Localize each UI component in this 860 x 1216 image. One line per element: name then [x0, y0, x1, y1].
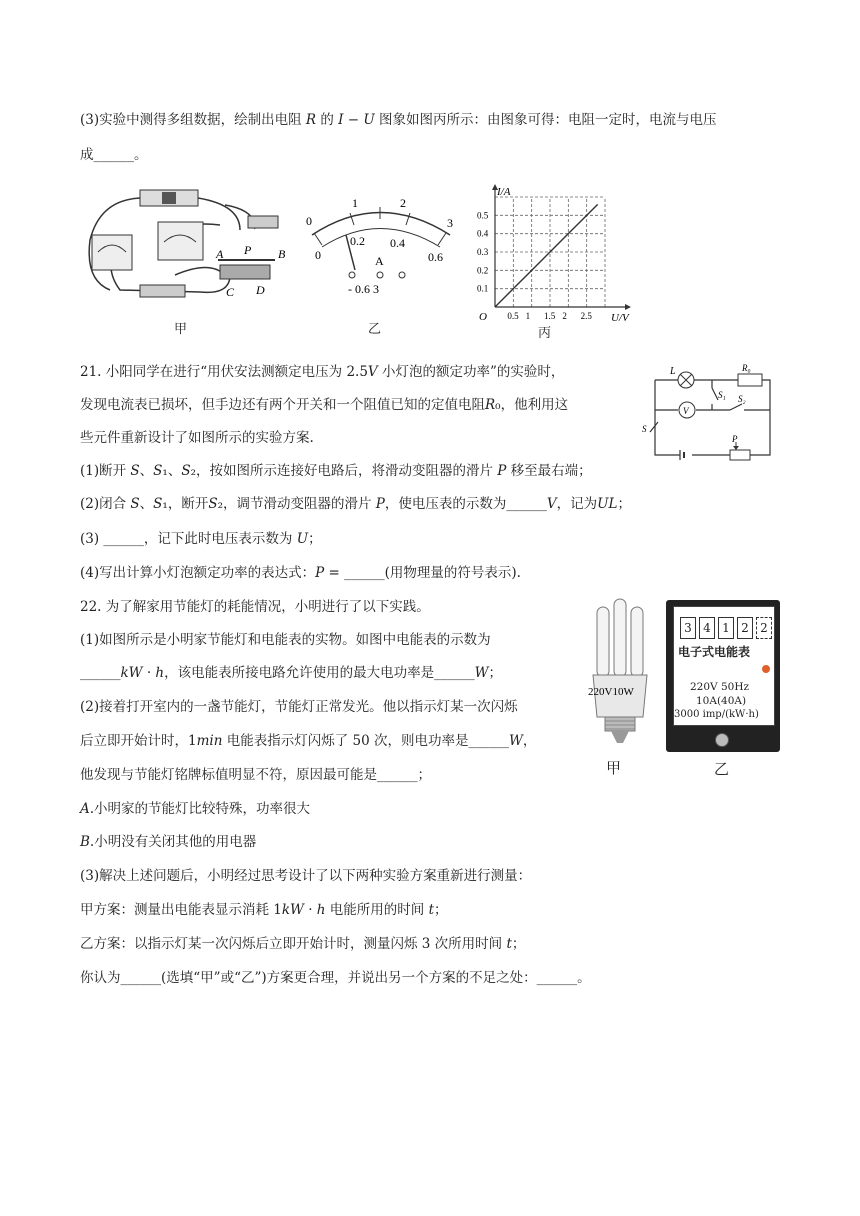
q21-circuit-figure	[640, 360, 785, 465]
q22-line-6: 他发现与节能灯铭牌标值明显不符，原因最可能是______；	[80, 767, 431, 783]
q22-line-3: ______𝑘𝑊 · ℎ，该电能表所接电路允许使用的最大电功率是______𝑊；	[80, 665, 502, 681]
caption-bing: 丙	[538, 326, 552, 341]
q22-option-a: 𝐴.小明家的节能灯比较特殊，功率很大	[80, 801, 311, 817]
y-tick-label: 0.2	[477, 265, 489, 276]
meter-digit: 3	[680, 617, 696, 639]
q21-step-4: (4)写出计算小灯泡额定功率的表达式：𝑃 = ______(用物理量的符号表示).	[80, 565, 521, 581]
circuit-label-S: S	[642, 424, 647, 434]
x-axis-arrow	[625, 304, 631, 310]
q21-step-2: (2)闭合 𝑆、𝑆₁，断开𝑆₂，调节滑动变阻器的滑片 𝑃，使电压表的示数为______𝑉，记为𝑈𝐿；	[80, 496, 631, 512]
meter-digit: 2	[737, 617, 753, 639]
dial-bottom-tick-1: 0.2	[350, 234, 365, 248]
q22-line-1: 22. 为了解家用节能灯的耗能情况，小明进行了以下实践。	[80, 599, 430, 615]
label-A: A	[216, 247, 224, 261]
meter-screw-icon	[715, 733, 729, 747]
y-tick-label: 0.3	[477, 247, 489, 257]
meter-digit-decimal: 2	[756, 617, 772, 639]
meter-spec-current: 10A(40A)	[696, 695, 747, 707]
q22-option-b: 𝐵.小明没有关闭其他的用电器	[80, 834, 257, 850]
q21-step-1: (1)断开 𝑆、𝑆₁、𝑆₂，按如图所示连接好电路后，将滑动变阻器的滑片 𝑃 移至最右端；	[80, 463, 592, 479]
meter-digit: 4	[699, 617, 715, 639]
y-tick-label: 0.5	[477, 210, 489, 221]
circuit-label-L: L	[670, 366, 676, 377]
dial-terminals: - 0.6 3	[348, 282, 379, 296]
label-C: C	[226, 285, 235, 299]
meter-face	[673, 606, 775, 726]
q22-line-5: 后立即开始计时，1𝑚𝑖𝑛 电能表指示灯闪烁了 50 次，则电功率是______𝑊，	[80, 733, 537, 749]
meter-spec-constant: 3000 imp/(kW·h)	[674, 709, 759, 720]
x-tick-label: 0.5	[507, 311, 519, 321]
dial-bottom-tick-0: 0	[315, 248, 321, 262]
dial-top-tick-3: 3	[447, 216, 453, 230]
q20-line-1: (3)实验中测得多组数据，绘制出电阻 𝑅 的 𝐼 − 𝑈 图象如图丙所示：由图象可得：电阻一定时，电流与电压	[80, 112, 717, 128]
dial-top-tick-2: 2	[400, 196, 406, 210]
y-axis-label: I/A	[497, 186, 511, 198]
caption-jia: 甲	[174, 322, 188, 337]
x-axis-label: U/V	[611, 312, 629, 324]
label-B: B	[278, 247, 286, 261]
dial-bottom-tick-2: 0.4	[390, 236, 405, 250]
meter-title: 电子式电能表	[678, 645, 751, 659]
dial-unit: A	[375, 254, 384, 268]
lamp-rating-label: 220V10W	[588, 686, 634, 698]
dial-top-tick-1: 1	[352, 196, 358, 210]
circuit-apparatus-figure	[80, 180, 295, 310]
circuit-label-S2: S₂	[738, 394, 746, 404]
ammeter-dial-figure	[300, 195, 460, 305]
circuit-label-S1: S₁	[718, 390, 726, 400]
q21-line-2: 发现电流表已损坏，但手边还有两个开关和一个阻值已知的定值电阻𝑅₀，他利用这	[80, 397, 569, 413]
caption-meter-yi: 乙	[714, 760, 730, 778]
caption-lamp-jia: 甲	[606, 759, 622, 777]
q22-line-7: (3)解决上述问题后，小明经过思考设计了以下两种实验方案重新进行测量：	[80, 868, 532, 884]
q21-step-3: (3) ______，记下此时电压表示数为 𝑈；	[80, 531, 322, 547]
dial-top-tick-0: 0	[306, 214, 312, 228]
q22-line-8: 甲方案：测量出电能表显示消耗 1𝑘𝑊 · ℎ 电能所用的时间 𝑡；	[80, 902, 448, 918]
x-tick-label: 1	[525, 311, 531, 321]
circuit-label-V: V	[683, 406, 689, 416]
y-tick-label: 0.4	[477, 228, 489, 239]
circuit-label-R0: R₀	[742, 363, 751, 373]
label-D: D	[256, 283, 265, 297]
energy-saving-lamp-figure	[585, 597, 655, 757]
circuit-label-P: P	[732, 434, 738, 444]
q22-line-10: 你认为______(选填“甲”或“乙”)方案更合理，并说出另一个方案的不足之处：______。	[80, 970, 591, 986]
meter-digit-row	[680, 617, 772, 639]
meter-indicator-light	[762, 665, 770, 673]
q22-line-9: 乙方案：以指示灯某一次闪烁后立即开始计时，测量闪烁 3 次所用时间 𝑡；	[80, 936, 526, 952]
x-tick-label: 1.5	[544, 311, 556, 321]
dial-bottom-tick-3: 0.6	[428, 250, 443, 264]
caption-yi: 乙	[368, 322, 382, 337]
q21-line-1: 21. 小阳同学在进行“用伏安法测额定电压为 2.5𝑉 小灯泡的额定功率”的实验时，	[80, 364, 565, 380]
q21-line-3: 些元件重新设计了如图所示的实验方案.	[80, 430, 314, 446]
meter-spec-voltage: 220V 50Hz	[690, 681, 750, 693]
label-P: P	[244, 243, 252, 257]
energy-meter	[666, 600, 780, 752]
meter-digit: 1	[718, 617, 734, 639]
origin-label: O	[479, 311, 487, 323]
q22-line-4: (2)接着打开室内的一盏节能灯，节能灯正常发光。他以指示灯某一次闪烁	[80, 699, 518, 715]
x-tick-label: 2.5	[580, 311, 592, 321]
x-tick-label: 2	[562, 311, 567, 321]
series-line	[495, 204, 598, 307]
q20-line-2: 成______。	[80, 147, 148, 163]
iu-chart	[475, 183, 635, 328]
y-tick-label: 0.1	[477, 283, 489, 294]
q22-line-2: (1)如图所示是小明家节能灯和电能表的实物。如图中电能表的示数为	[80, 632, 491, 648]
